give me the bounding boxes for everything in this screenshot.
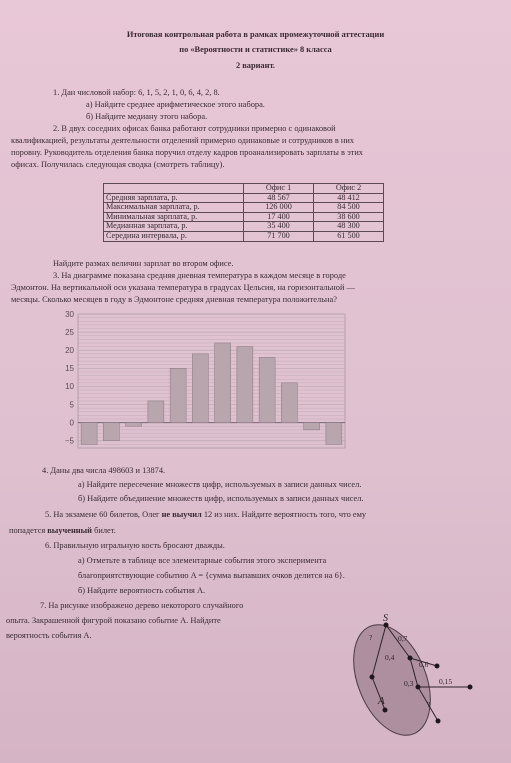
tree-edge-label: 0,15 [439, 677, 453, 686]
table-cell: Середина интервала, р. [104, 231, 244, 241]
chart-y-tick-label: 25 [65, 327, 74, 337]
q5-line-2-bold: выученный [47, 526, 92, 535]
q1-a: а) Найдите среднее арифметическое этого набора. [86, 100, 265, 109]
chart-y-tick-label: 15 [65, 364, 74, 374]
tree-node [408, 656, 413, 661]
q7-line-2: опыта. Закрашенной фигурой показано событие А. Найдите [6, 616, 221, 625]
q3-line-2: Эдмонтон. На вертикальной оси указана температура в градусах Цельсия, на горизонтальной — [11, 283, 355, 292]
tree-event-label: A [378, 695, 385, 707]
table-cell: 48 300 [314, 222, 384, 232]
table-header-office-1: Офис 1 [244, 184, 314, 194]
chart-y-tick-label: 30 [65, 309, 74, 319]
tree-node [436, 719, 441, 724]
q5-line-1-bold: не выучил [161, 510, 202, 519]
tree-edge-label: ? [369, 633, 373, 642]
table-cell: 48 412 [314, 193, 384, 203]
q4-a: а) Найдите пересечение множеств цифр, используемых в записи данных чисел. [78, 480, 362, 489]
q6-b: б) Найдите вероятность события A. [78, 586, 206, 595]
table-cell: 38 600 [314, 212, 384, 222]
chart-y-tick-label: 0 [69, 418, 74, 428]
q5-line-2-pre: попадется [9, 526, 48, 535]
header-line-2: по «Вероятности и статистике» 8 класса [179, 45, 332, 54]
q5-line-2-post: билет. [92, 526, 116, 535]
q2-line-4: офисах. Получилась следующая сводка (смотреть таблицу). [11, 160, 225, 169]
q2-line-1: 2. В двух соседних офисах банка работают сотрудники примерно с одинаковой [53, 124, 336, 133]
q2-line-2: квалификацией, результаты деятельности отделений примерно одинаковые и сотрудников в них [11, 136, 355, 145]
q5-line-1-post: 12 из них. Найдите вероятность того, что ему [201, 510, 367, 519]
tree-edge-label: ? [427, 700, 431, 709]
tree-node [468, 685, 473, 690]
tree-node [370, 675, 375, 680]
table-cell: 17 400 [244, 212, 314, 222]
chart-y-tick-label: 10 [65, 382, 74, 392]
table-cell: Минимальная зарплата, р. [104, 212, 244, 222]
table-cell: Медианная зарплата, р. [104, 222, 244, 232]
chart-y-tick-label: −5 [64, 436, 74, 446]
tree-edge-label: 0,6 [419, 660, 429, 669]
table-header-office-2: Офис 2 [314, 184, 384, 194]
q6-a-1: а) Отметьте в таблице все элементарные события этого эксперимента [78, 556, 327, 565]
table-cell: Средняя зарплата, р. [104, 193, 244, 203]
q3-line-3: месяцы. Сколько месяцев в году в Эдмонтоне средняя дневная температура положительна? [11, 295, 337, 304]
tree-node [383, 708, 388, 713]
q6-a-2: благоприятствующие событию A = {сумма выпавших очков делится на 6}. [78, 571, 345, 580]
table-cell: 84 500 [314, 203, 384, 213]
q7-line-3: вероятность события А. [6, 631, 92, 640]
table-cell: 126 000 [244, 203, 314, 213]
tree-edge-label: 0,4 [385, 653, 395, 662]
table-cell: 35 400 [244, 222, 314, 232]
header-line-3: 2 вариант. [235, 61, 276, 70]
tree-edge-label: 0,7 [398, 634, 408, 643]
q5-line-1-pre: 5. На экзамене 60 билетов, Олег [45, 510, 162, 519]
q3-line-1: 3. На диаграмме показана средняя дневная температура в каждом месяце в городе [53, 271, 346, 280]
tree-node [416, 685, 421, 690]
table-cell: 71 700 [244, 231, 314, 241]
q2-question: Найдите размах величин зарплат во втором офисе. [53, 259, 234, 268]
q4-text: 4. Даны два числа 498603 и 13874. [42, 466, 166, 475]
table-cell: 61 500 [314, 231, 384, 241]
tree-node [435, 664, 440, 669]
q1-text: 1. Дан числовой набор: 6, 1, 5, 2, 1, 0, 6, 4, 2, 8. [53, 88, 220, 97]
q2-line-3: поровну. Руководитель отделения банка поручил отделу кадров проанализировать зарплаты в этих [11, 148, 363, 157]
q6-text: 6. Правильную игральную кость бросают дважды. [45, 541, 225, 550]
chart-y-tick-label: 20 [65, 346, 74, 356]
q4-b: б) Найдите объединение множеств цифр, используемых в записи данных чисел. [78, 494, 364, 503]
q1-b: б) Найдите медиану этого набора. [86, 112, 208, 121]
header-line-1: Итоговая контрольная работа в рамках промежуточной аттестации [126, 30, 385, 39]
table-cell: 48 567 [244, 193, 314, 203]
q7-line-1: 7. На рисунке изображено дерево некоторого случайного [40, 601, 244, 610]
tree-edge-label: 0,3 [404, 679, 414, 688]
chart-y-tick-label: 5 [69, 400, 74, 410]
table-cell: Максимальная зарплата, р. [104, 203, 244, 213]
tree-root-label: S [383, 613, 388, 624]
